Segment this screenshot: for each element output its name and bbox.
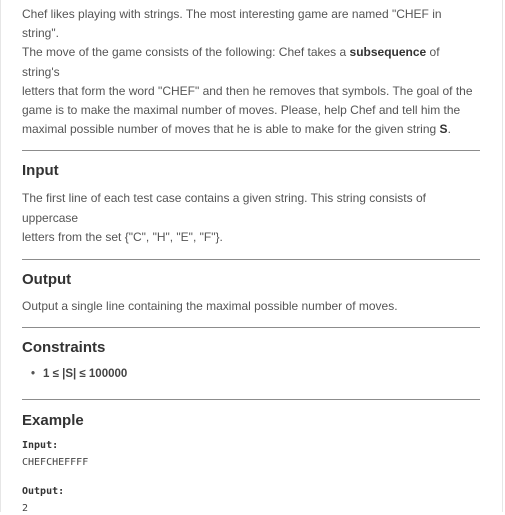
output-heading: Output — [22, 271, 72, 289]
bullet-icon: • — [31, 368, 36, 381]
example-input-value: CHEFCHEFFFF — [22, 457, 89, 469]
input-heading: Input — [22, 162, 59, 180]
input-description — [22, 189, 480, 247]
statement-emphasis: subsequence — [349, 45, 427, 60]
problem-content — [22, 5, 480, 515]
input-line: The first line of each test case contains a given string. This string consists of uppercase — [22, 191, 426, 225]
input-line: letters from the set {"C", "H", "E", "F"}. — [22, 229, 223, 244]
example-heading: Example — [22, 412, 84, 430]
example-output-value: 2 — [22, 503, 29, 515]
statement-emphasis: S — [439, 122, 448, 137]
constraint-item — [31, 366, 480, 382]
constraint-text: 1 ≤ |S| ≤ 100000 — [43, 368, 128, 381]
problem-statement — [22, 5, 480, 139]
statement-text: . — [447, 122, 451, 137]
output-description — [22, 297, 480, 316]
section-divider — [22, 327, 480, 328]
section-divider — [22, 259, 480, 260]
statement-line — [22, 43, 480, 81]
statement-line: game is to make the maximal number of moves. Please, help Chef and tell him the — [22, 103, 461, 118]
statement-text: maximal possible number of moves that he is able to make for the given string — [22, 122, 440, 137]
statement-line — [22, 120, 480, 139]
example-input-label: Input: — [22, 440, 59, 452]
example-output-label: Output: — [22, 486, 65, 498]
statement-text: of string's — [22, 45, 440, 79]
statement-line: letters that form the word "CHEF" and then he removes that symbols. The goal of the — [22, 83, 473, 98]
constraints-heading: Constraints — [22, 339, 106, 357]
output-line: Output a single line containing the maximal possible number of moves. — [22, 299, 398, 314]
statement-line: Chef likes playing with strings. The most interesting game are named "CHEF in string". — [22, 7, 442, 41]
section-divider — [22, 399, 480, 400]
example-block — [22, 439, 480, 515]
section-divider — [22, 150, 480, 151]
constraints-list — [22, 366, 480, 382]
statement-text: The move of the game consists of the following: Chef takes a — [22, 45, 350, 60]
